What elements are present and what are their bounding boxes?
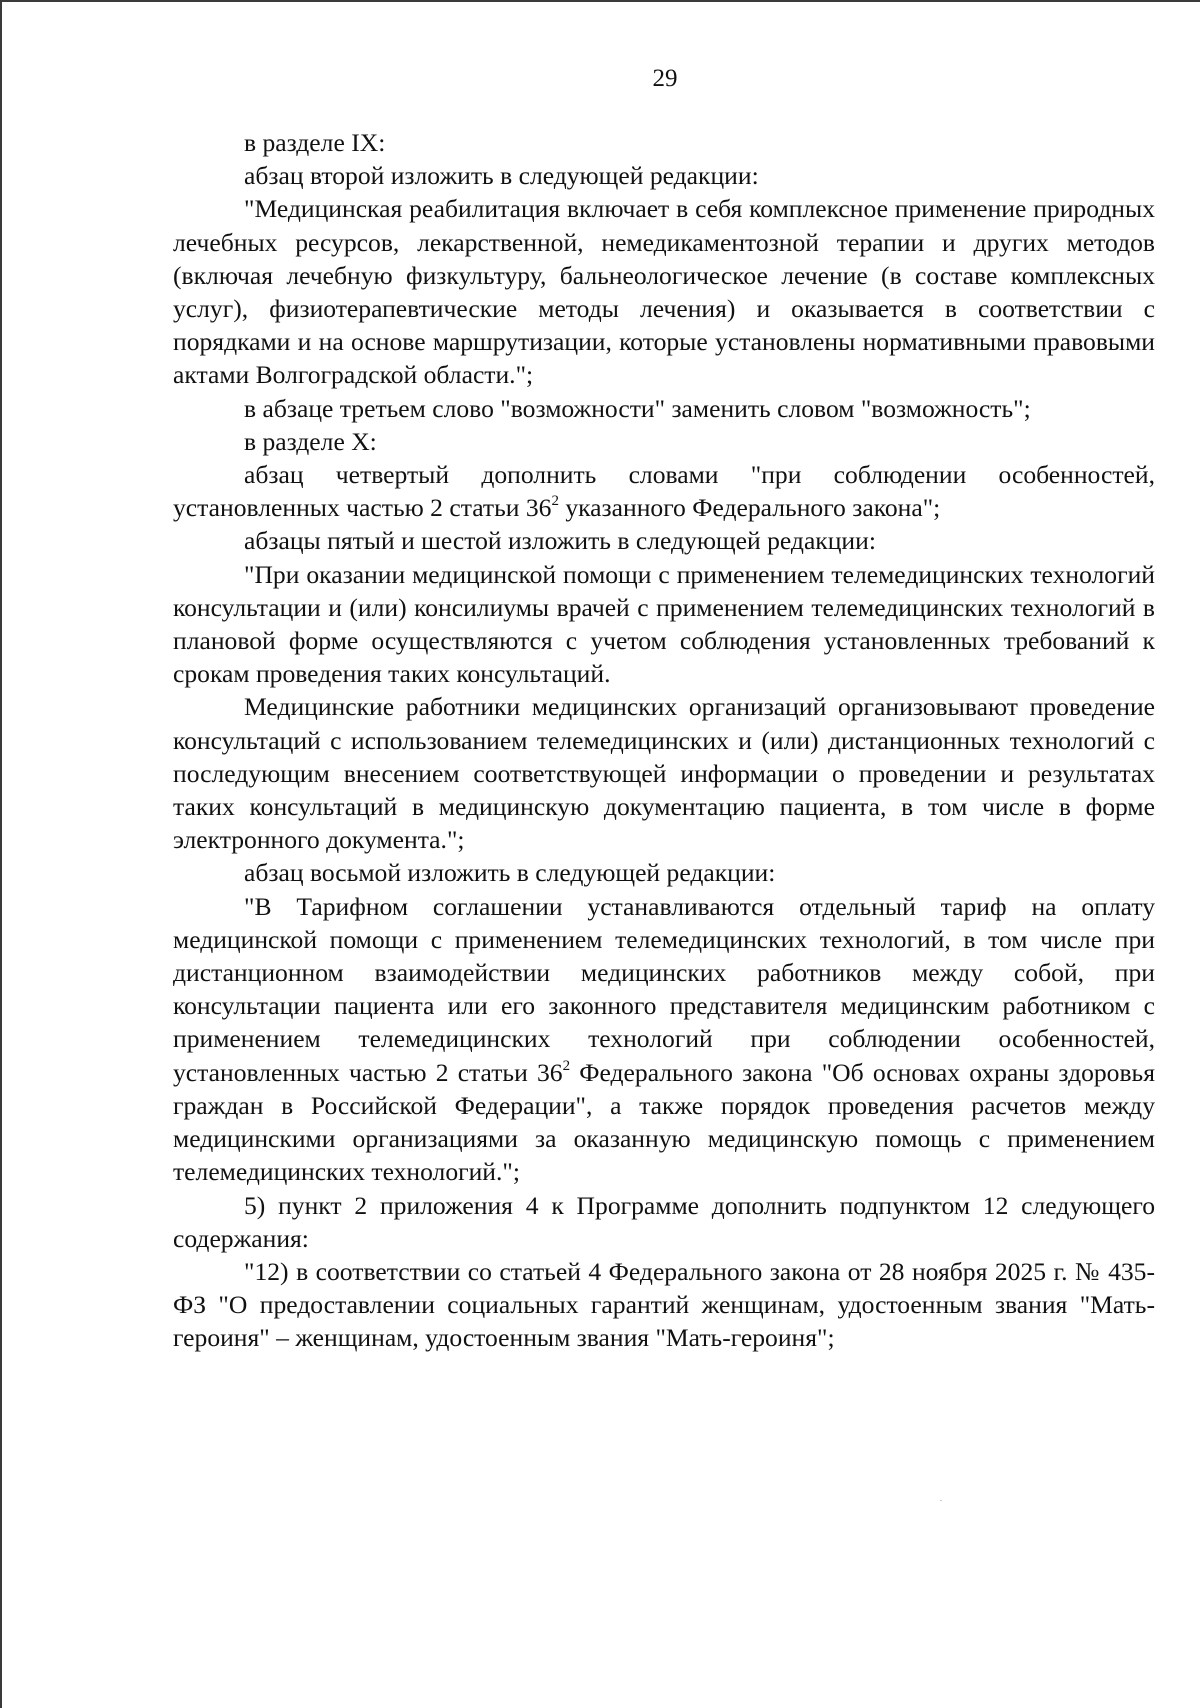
text-run: указанного Федерального закона"; bbox=[558, 493, 941, 523]
scan-border-top bbox=[0, 0, 1200, 2]
text-run: "В Тарифном соглашении устанавливаются отдельный тариф на оплату медицинской помощи с применением телемедицинских технологий, в том числе при дистанционном взаимодействии медицинских работников между собой, при консультации пациента или его законного представителя медицинским работником с применением телемедицинских технологий при соблюдении особенностей, установленных частью 2 статьи 36 bbox=[173, 891, 1155, 1087]
superscript: 2 bbox=[562, 1057, 571, 1074]
text-run: Федерального закона "Об основах охраны здоровья граждан в Российской Федерации", а также порядок проведения расчетов между медицинскими организациями за оказанную медицинскую помощь с применением телемедицинских технологий."; bbox=[173, 1057, 1156, 1187]
paragraph-second-abzac: абзац второй изложить в следующей редакции: bbox=[244, 161, 759, 191]
paragraph-telemedicine-consultations: "При оказании медицинской помощи с применением телемедицинских технологий консультации и (или) консилиумы врачей с применением телемедицинских технологий в плановой форме осуществляются с учетом соблюдения установленных требований к срокам проведения таких консультаций. bbox=[173, 559, 1155, 689]
paragraph-section-x: в разделе X: bbox=[244, 426, 377, 456]
superscript: 2 bbox=[551, 493, 559, 510]
paragraph-tariff-agreement bbox=[173, 890, 1155, 1189]
paragraph-medical-workers: Медицинские работники медицинских организаций организовывают проведение консультаций с использованием телемедицинских и (или) дистанционных технологий с последующим внесением соответствующей информации о проведении и результатах таких консультаций в медицинскую документацию пациента, в том числе в форме электронного документа."; bbox=[173, 692, 1155, 855]
paragraph-eighth-abzac: абзац восьмой изложить в следующей редакции: bbox=[244, 858, 776, 888]
paragraph-rehabilitation: "Медицинская реабилитация включает в себя комплексное применение природных лечебных ресурсов, лекарственной, немедикаментозной терапии и других методов (включая лечебную физкультуру, бальнеологическое лечение (в составе комплексных услуг), физиотерапевтические методы лечения) и оказывается в соответствии с порядками и на основе маршрутизации, которые установлены нормативными правовыми актами Волгоградской области."; bbox=[173, 194, 1155, 390]
paragraph-fifth-sixth-abzac: абзацы пятый и шестой изложить в следующей редакции: bbox=[244, 526, 876, 556]
document-body bbox=[173, 126, 1155, 1355]
paragraph-section-ix: в разделе IX: bbox=[244, 128, 386, 157]
scan-speck bbox=[940, 1500, 942, 1501]
paragraph-fourth-abzac bbox=[173, 458, 1155, 524]
scan-border-left bbox=[0, 0, 2, 1708]
page-number: 29 bbox=[652, 65, 678, 92]
text-run: абзац четвертый дополнить словами "при соблюдении особенностей, установленных частью 2 статьи 36 bbox=[173, 460, 1155, 523]
paragraph-item-5: 5) пункт 2 приложения 4 к Программе дополнить подпунктом 12 следующего содержания: bbox=[173, 1190, 1155, 1253]
paragraph-third-abzac: в абзаце третьем слово "возможности" заменить словом "возможность"; bbox=[244, 393, 1031, 423]
paragraph-subitem-12: "12) в соответствии со статьей 4 Федерального закона от 28 ноября 2025 г. № 435-ФЗ "О предоставлении социальных гарантий женщинам, удостоенным звания "Мать-героиня" – женщинам, удостоенным звания "Мать-героиня"; bbox=[173, 1256, 1155, 1353]
